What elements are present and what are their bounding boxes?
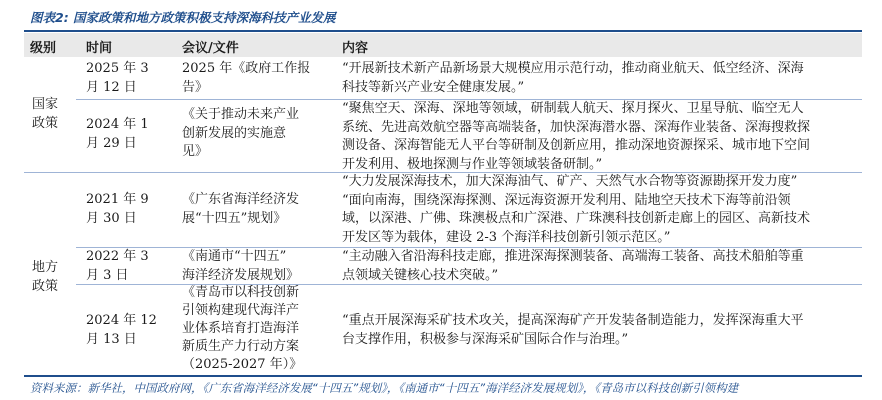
header-level: 级别	[30, 41, 57, 56]
row-2-doc: 《关于推动未来产业 创新发展的实施意 见》	[182, 107, 300, 159]
row-4-doc: 《南通市“十四五” 海洋经济发展规划》	[182, 249, 300, 283]
table-header	[24, 33, 862, 57]
row-2-content: “聚焦空天、深海、深地等领域，研制载人航天、探月探火、卫星导航、临空无人 系统、先进高效航空器等高端装备，加快深海潜水器、深海作业装备、深海搜救探 测设备、深海智能无人平台等研制及创新应用，推动深地资源探采、城市地下空间 开发利用、极地探测与作业等领域装备研制。”	[342, 101, 811, 172]
row-2-time: 2024 年 1 月 29 日	[86, 117, 149, 151]
row-1-time: 2025 年 3 月 12 日	[86, 61, 149, 95]
row-4-content: “主动融入省沿海科技走廊，推进深海探测装备、高端海工装备、高技术船舶等重 点领域关键核心技术突破。”	[342, 249, 804, 283]
row-1-content: “开展新技术新产品新场景大规模应用示范行动，推动商业航天、低空经济、深海 科技等新兴产业安全健康发展。”	[342, 61, 804, 95]
row-3-doc: 《广东省海洋经济发 展“十四五”规划》	[182, 192, 300, 226]
row-4-time: 2022 年 3 月 3 日	[86, 249, 149, 283]
row-5-time: 2024 年 12 月 13 日	[86, 313, 157, 347]
header-time: 时间	[86, 41, 113, 56]
level-national: 国家政策	[32, 97, 59, 131]
level-local: 地方政策	[32, 260, 59, 294]
header-content: 内容	[342, 41, 369, 56]
row-5-doc: 《青岛市以科技创新 引领构建现代海洋产 业体系培育打造海洋 新质生产力行动方案 （2025-2027 年）》	[182, 285, 303, 372]
header-doc: 会议/文件	[182, 41, 239, 56]
bottom-rule	[24, 375, 862, 377]
row-3-content: “大力发展深海技术，加大深海油气、矿产、天然气水合物等资源勘探开发力度” “面向南海，围绕深海探测、深远海资源开发利用、陆地空天技术下海等前沿领 域，以深港、广佛、珠澳极点和广深港、广珠澳科技创新走廊上的园区、高新技术 开发区等为载体，建设 2-3 个海洋科技创新引领示范区。”	[342, 174, 811, 245]
row-5-content: “重点开展深海采矿技术攻关，提高深海矿产开发装备制造能力，发挥深海重大平 台支撑作用，积极参与深海采矿国际合作与治理。”	[342, 313, 804, 347]
row-1-doc: 2025 年《政府工作报 告》	[182, 61, 311, 95]
top-rule	[24, 30, 862, 32]
row-3-time: 2021 年 9 月 30 日	[86, 192, 149, 226]
table-caption: 图表2: 国家政策和地方政策积极支持深海科技产业发展	[30, 10, 336, 25]
source-note: 资料来源：新华社，中国政府网，《广东省海洋经济发展“十四五”规划》，《南通市“十四五”海洋经济发展规划》，《青岛市以科技创新引领构建	[30, 381, 739, 395]
